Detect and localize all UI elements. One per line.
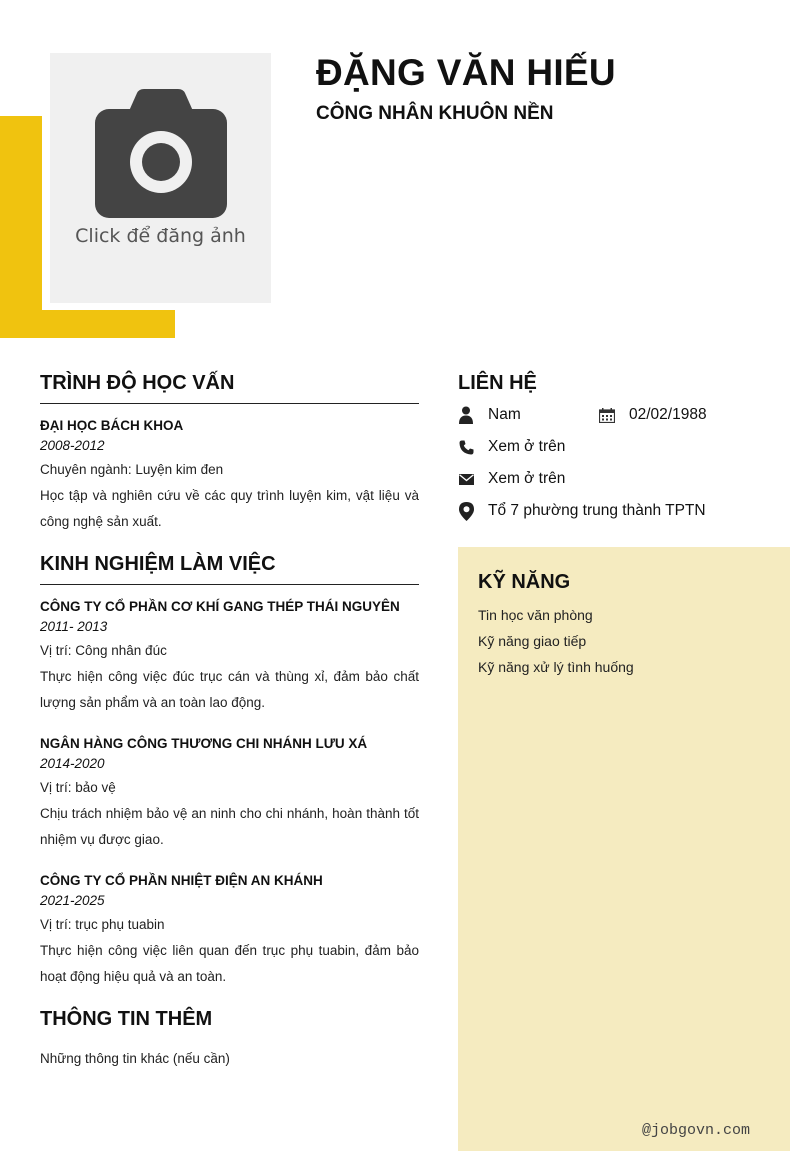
camera-icon: [95, 89, 227, 219]
education-major: Chuyên ngành: Luyện kim đen: [40, 462, 224, 477]
experience-dates: 2011- 2013: [40, 619, 108, 634]
experience-dates: 2021-2025: [40, 893, 105, 908]
calendar-icon: [599, 406, 615, 424]
experience-company: NGÂN HÀNG CÔNG THƯƠNG CHI NHÁNH LƯU XÁ: [40, 736, 368, 751]
experience-dates: 2014-2020: [40, 756, 105, 771]
contact-section-title: LIÊN HỆ: [458, 372, 537, 394]
contact-phone-value: Xem ở trên: [488, 438, 566, 455]
experience-position: Vị trí: bảo vệ: [40, 780, 116, 795]
skill-item: Kỹ năng xử lý tình huống: [478, 659, 634, 675]
experience-entry: [40, 734, 419, 853]
phone-icon: [458, 438, 474, 456]
experience-entry: [40, 597, 419, 716]
contact-phone: [458, 438, 565, 456]
contact-email: [458, 470, 565, 488]
experience-company: CÔNG TY CỔ PHẦN NHIỆT ĐIỆN AN KHÁNH: [40, 873, 323, 888]
education-school: ĐẠI HỌC BÁCH KHOA: [40, 418, 184, 433]
contact-section: [458, 372, 790, 519]
location-pin-icon: [458, 502, 474, 520]
mail-icon: [458, 470, 474, 488]
skills-section-title: KỸ NĂNG: [478, 571, 571, 593]
experience-entry: [40, 871, 419, 990]
skills-list: [478, 602, 770, 680]
contact-birthday-value: 02/02/1988: [629, 406, 707, 423]
experience-position: Vị trí: trục phụ tuabin: [40, 917, 165, 932]
skill-item: Kỹ năng giao tiếp: [478, 633, 587, 649]
person-icon: [458, 406, 474, 424]
experience-description: Thực hiện công việc đúc trục cán và thùng xỉ, đảm bảo chất lượng sản phẩm và an toàn lao động.: [40, 669, 419, 710]
contact-address-value: Tổ 7 phường trung thành TPTN: [488, 502, 706, 519]
education-entry: [40, 416, 419, 535]
experience-position: Vị trí: Công nhân đúc: [40, 643, 167, 658]
skills-panel: [458, 547, 790, 1151]
candidate-name: ĐẶNG VĂN HIẾU: [316, 52, 616, 93]
experience-description: Thực hiện công việc liên quan đến trục phụ tuabin, đảm bảo hoạt động hiệu quả và an toàn.: [40, 943, 419, 984]
education-dates: 2008-2012: [40, 438, 105, 453]
experience-section-title: KINH NGHIỆM LÀM VIỆC: [40, 553, 419, 585]
watermark: @jobgovn.com: [641, 1122, 750, 1139]
contact-gender-value: Nam: [488, 406, 521, 423]
extra-info-section-title: THÔNG TIN THÊM: [40, 1008, 213, 1030]
contact-address: [458, 502, 706, 520]
experience-company: CÔNG TY CỔ PHẦN CƠ KHÍ GANG THÉP THÁI NGUYÊN: [40, 599, 400, 614]
photo-upload-label: Click để đăng ảnh: [75, 225, 246, 247]
left-column: [40, 372, 419, 1066]
decorative-accent-base: [0, 310, 175, 338]
education-section-title: TRÌNH ĐỘ HỌC VẤN: [40, 372, 419, 404]
contact-birthday: [599, 406, 707, 424]
decorative-accent-bar: [0, 116, 42, 338]
photo-upload-placeholder[interactable]: [50, 53, 271, 303]
skill-item: Tin học văn phòng: [478, 607, 593, 623]
contact-gender: [458, 406, 521, 424]
candidate-job-title: CÔNG NHÂN KHUÔN NỀN: [316, 103, 554, 124]
education-description: Học tập và nghiên cứu về các quy trình luyện kim, vật liệu và công nghệ sản xuất.: [40, 488, 419, 529]
extra-info-text: Những thông tin khác (nếu cần): [40, 1051, 230, 1066]
experience-description: Chịu trách nhiệm bảo vệ an ninh cho chi nhánh, hoàn thành tốt nhiệm vụ được giao.: [40, 806, 419, 847]
contact-email-value: Xem ở trên: [488, 470, 566, 487]
